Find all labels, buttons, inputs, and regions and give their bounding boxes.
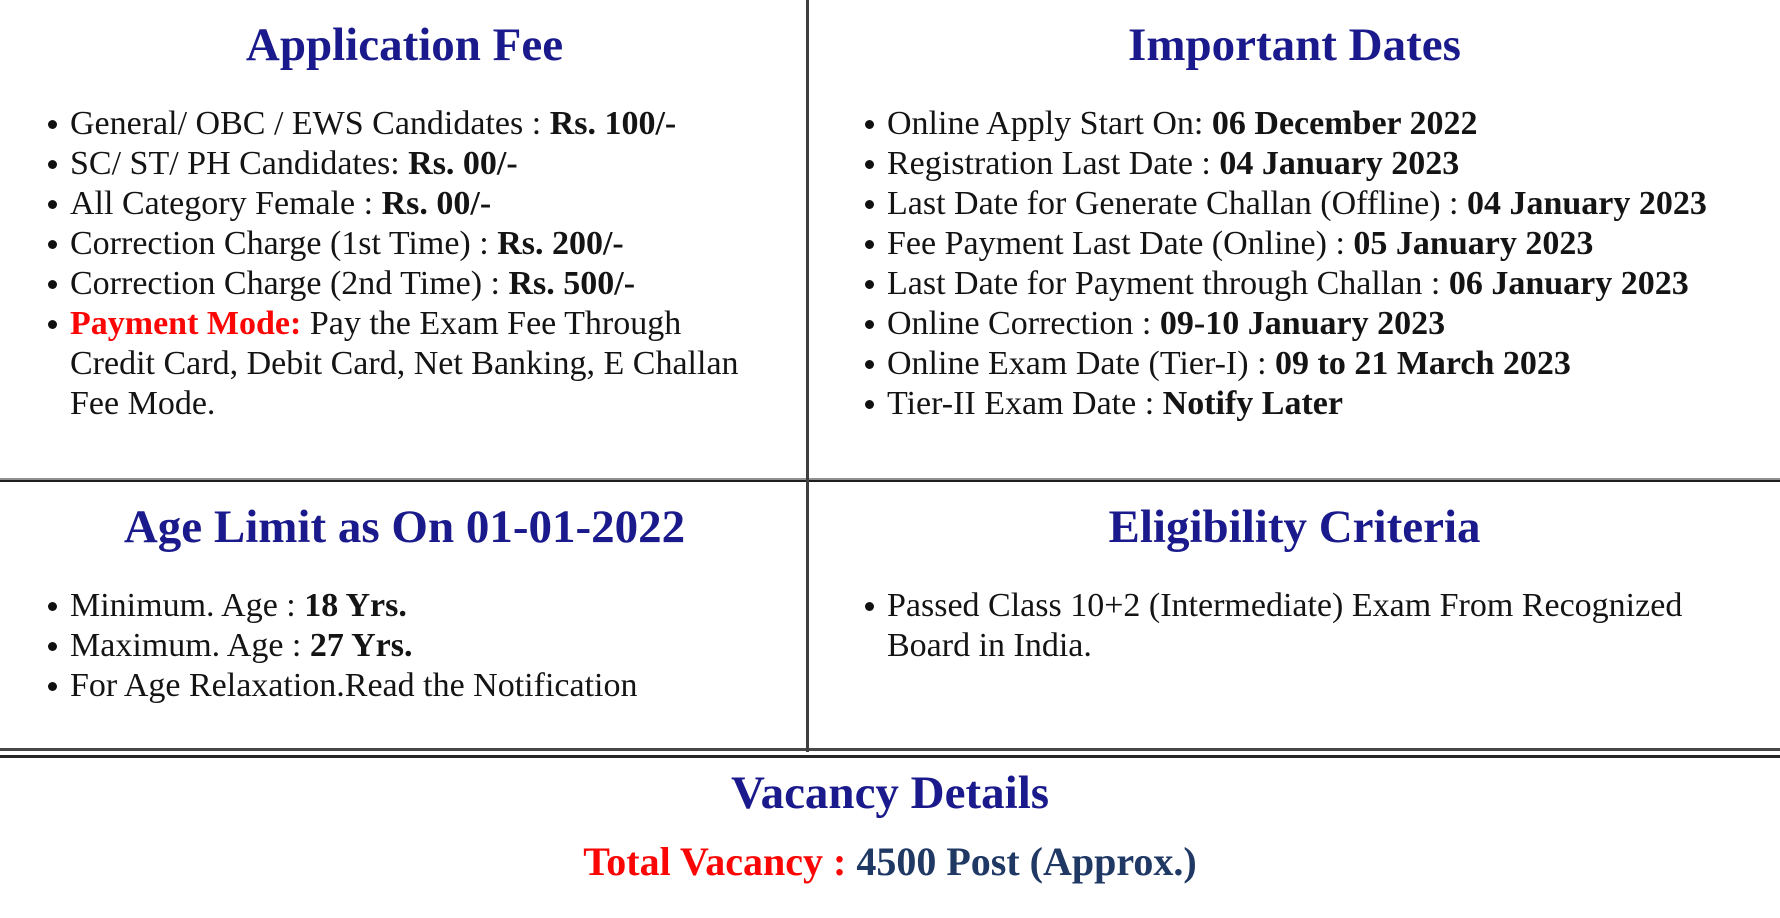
fee-item-value: Rs. 100/- xyxy=(549,105,677,142)
date-item-challan-generate xyxy=(865,184,1780,224)
date-item-online-correction xyxy=(865,304,1780,344)
table-bottom-double-rule xyxy=(0,748,1780,758)
eligibility-list xyxy=(865,586,1780,666)
age-item-value: 27 Yrs. xyxy=(309,627,413,664)
date-item-value: Notify Later xyxy=(1162,385,1343,422)
eligibility-line2: Board in India. xyxy=(887,627,1092,664)
section-age-limit xyxy=(0,482,809,748)
vacancy-details-title: Vacancy Details xyxy=(730,767,1050,819)
age-item-label: Maximum. Age : xyxy=(70,627,310,664)
date-item-label: Tier-II Exam Date : xyxy=(887,385,1163,422)
age-item-label: For Age Relaxation.Read the Notification xyxy=(70,667,638,704)
date-item-value: 06 December 2022 xyxy=(1211,105,1478,142)
date-item-fee-payment-online xyxy=(865,224,1780,264)
date-item-registration-last xyxy=(865,144,1780,184)
fee-item-correction-1st xyxy=(48,224,809,264)
date-item-payment-challan xyxy=(865,264,1780,304)
age-item-maximum xyxy=(48,626,809,666)
payment-mode-line3: Fee Mode. xyxy=(70,385,216,422)
payment-mode-highlight: Payment Mode: xyxy=(70,305,302,342)
total-vacancy-line xyxy=(0,836,1780,888)
eligibility-title: Eligibility Criteria xyxy=(1108,501,1481,553)
fee-item-sc-st-ph xyxy=(48,144,809,184)
age-item-relaxation xyxy=(48,666,809,706)
date-item-value: 04 January 2023 xyxy=(1466,185,1707,222)
date-item-tier2-exam xyxy=(865,384,1780,424)
date-item-label: Fee Payment Last Date (Online) : xyxy=(887,225,1354,262)
fee-item-value: Rs. 00/- xyxy=(408,145,518,182)
fee-item-label: SC/ ST/ PH Candidates: xyxy=(70,145,409,182)
age-limit-title: Age Limit as On 01-01-2022 xyxy=(123,501,686,553)
age-item-minimum xyxy=(48,586,809,626)
total-vacancy-value: 4500 Post (Approx.) xyxy=(856,839,1197,884)
fee-item-label: All Category Female : xyxy=(70,185,382,222)
fee-item-label: Correction Charge (1st Time) : xyxy=(70,225,498,262)
date-item-label: Last Date for Payment through Challan : xyxy=(887,265,1449,302)
fee-item-label: Correction Charge (2nd Time) : xyxy=(70,265,509,302)
date-item-value: 05 January 2023 xyxy=(1353,225,1594,262)
payment-mode-line1: Pay the Exam Fee Through xyxy=(301,305,682,342)
date-item-apply-start xyxy=(865,104,1780,144)
age-limit-list xyxy=(48,586,809,706)
fee-item-value: Rs. 500/- xyxy=(508,265,636,302)
section-application-fee xyxy=(0,0,809,478)
fee-item-label: General/ OBC / EWS Candidates : xyxy=(70,105,550,142)
date-item-value: 06 January 2023 xyxy=(1448,265,1689,302)
important-dates-title: Important Dates xyxy=(1128,19,1461,71)
date-item-value: 09-10 January 2023 xyxy=(1159,305,1446,342)
age-item-label: Minimum. Age : xyxy=(70,587,305,624)
date-item-value: 09 to 21 March 2023 xyxy=(1275,345,1571,382)
section-eligibility xyxy=(809,482,1780,748)
date-item-label: Last Date for Generate Challan (Offline) : xyxy=(887,185,1467,222)
date-item-label: Online Correction : xyxy=(887,305,1160,342)
fee-item-value: Rs. 200/- xyxy=(497,225,624,262)
fee-item-general xyxy=(48,104,809,144)
date-item-tier1-exam xyxy=(865,344,1780,384)
age-item-value: 18 Yrs. xyxy=(304,587,407,624)
important-dates-list xyxy=(865,104,1780,424)
fee-item-female xyxy=(48,184,809,224)
fee-item-payment-mode xyxy=(48,304,809,424)
eligibility-line1: Passed Class 10+2 (Intermediate) Exam From Recognized xyxy=(887,587,1683,624)
section-vacancy-details xyxy=(0,758,1780,888)
date-item-label: Online Apply Start On: xyxy=(887,105,1212,142)
date-item-value: 04 January 2023 xyxy=(1219,145,1460,182)
section-important-dates xyxy=(809,0,1780,478)
fee-item-correction-2nd xyxy=(48,264,809,304)
date-item-label: Online Exam Date (Tier-I) : xyxy=(887,345,1276,382)
eligibility-item xyxy=(865,586,1780,666)
total-vacancy-label: Total Vacancy : xyxy=(583,839,857,884)
fee-item-value: Rs. 00/- xyxy=(381,185,492,222)
date-item-label: Registration Last Date : xyxy=(887,145,1220,182)
table-bottom-row xyxy=(0,482,1780,748)
payment-mode-line2: Credit Card, Debit Card, Net Banking, E Challan xyxy=(70,345,739,382)
application-fee-list xyxy=(48,104,809,424)
application-fee-title: Application Fee xyxy=(245,19,564,71)
